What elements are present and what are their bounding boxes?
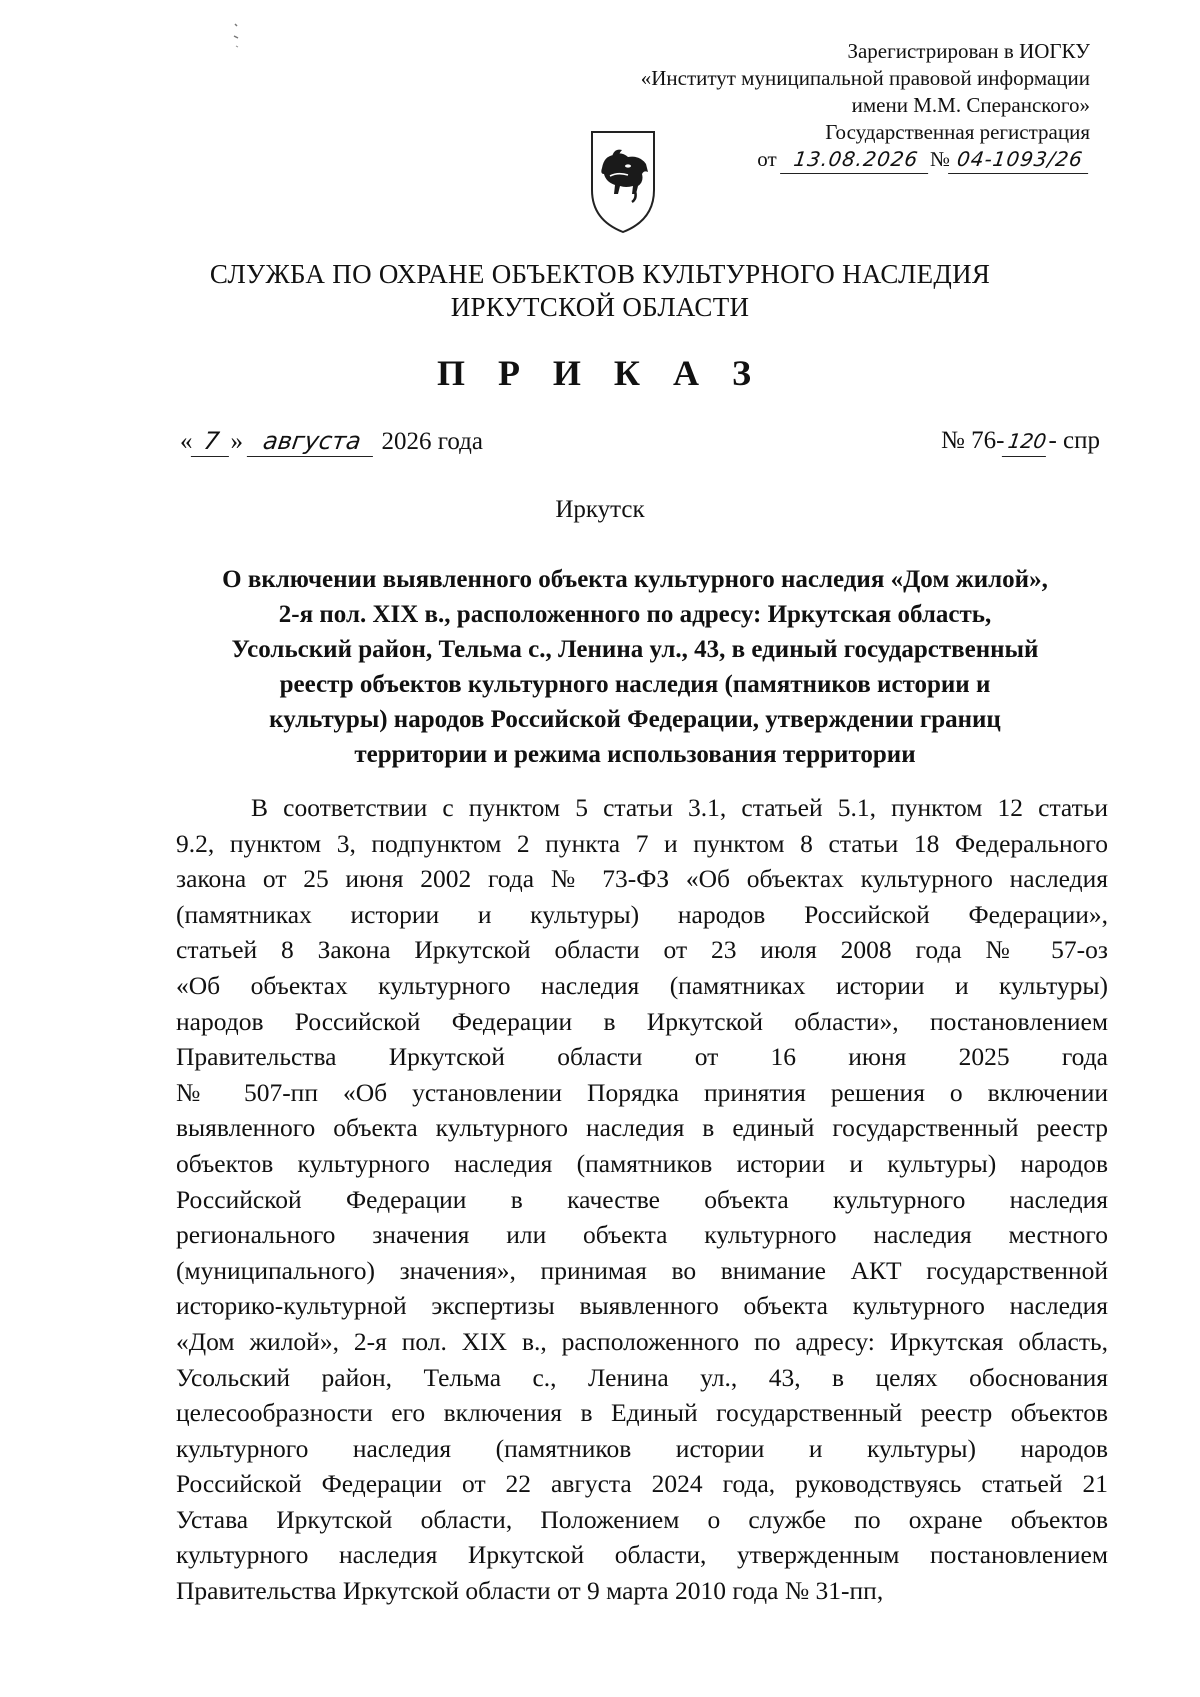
registration-number-handwritten: 04-1093/26	[948, 146, 1092, 174]
subject-line: культуры) народов Российской Федерации, утверждении границ	[269, 706, 1001, 733]
order-number-handwritten: 120	[1002, 426, 1050, 457]
order-number	[941, 426, 1100, 457]
body-line: В соответствии с пунктом 5 статьи 3.1, статьей 5.1, пунктом 12 статьи	[251, 793, 1108, 822]
registration-date-handwritten: 13.08.2026	[780, 146, 932, 174]
body-line: культурного наследия (памятников истории и культуры) народов	[176, 1433, 1108, 1463]
body-line: объектов культурного наследия (памятников истории и культуры) народов	[176, 1148, 1108, 1178]
order-year: 2026 года	[381, 428, 483, 455]
body-line: народов Российской Федерации в Иркутской области», постановлением	[176, 1006, 1108, 1036]
registration-from-label: от	[757, 147, 777, 171]
subject-line: 2-я пол. XIX в., расположенного по адресу: Иркутская область,	[278, 601, 992, 628]
body-line: (памятниках истории и культуры) народов Российской Федерации»,	[176, 899, 1108, 929]
order-date-quote-open: «	[180, 428, 193, 455]
order-number-prefix: № 76-	[941, 427, 1005, 454]
agency-name-line: ИРКУТСКОЙ ОБЛАСТИ	[450, 292, 750, 322]
order-date-quote-close: »	[230, 428, 243, 455]
body-line: закона от 25 июня 2002 года № 73-ФЗ «Об объектах культурного наследия	[176, 864, 1108, 894]
body-line: «Дом жилой», 2-я пол. XIX в., расположенного по адресу: Иркутская область,	[176, 1326, 1108, 1356]
agency-name	[0, 258, 1200, 324]
subject-line: реестр объектов культурного наследия (памятников истории и	[279, 671, 991, 698]
body-line: целесообразности его включения в Единый государственный реестр объектов	[176, 1398, 1108, 1428]
body-line: Правительства Иркутской области от 16 июня 2025 года	[176, 1042, 1108, 1072]
order-day-handwritten: 7	[190, 426, 232, 457]
body-line: Усольский район, Тельма с., Ленина ул., 43, в целях обоснования	[176, 1362, 1108, 1392]
order-subject	[170, 562, 1100, 772]
registration-line: имени М.М. Сперанского»	[851, 93, 1090, 117]
body-line: Устава Иркутской области, Положением о службе по охране объектов	[176, 1504, 1108, 1534]
irkutsk-coat-of-arms-icon	[588, 128, 658, 236]
body-line: историко-культурной экспертизы выявленного объекта культурного наследия	[176, 1291, 1108, 1321]
registration-no-label: №	[929, 147, 950, 171]
body-paragraph	[176, 790, 1108, 1609]
margin-mark-icon	[232, 20, 246, 50]
order-number-suffix: - спр	[1048, 427, 1100, 454]
registration-line: Зарегистрирован в ИОГКУ	[847, 39, 1090, 63]
subject-line: территории и режима использования территории	[354, 741, 916, 768]
registration-line: Государственная регистрация	[825, 120, 1090, 144]
body-line: культурного наследия Иркутской области, утвержденным постановлением	[176, 1540, 1108, 1570]
subject-line: Усольский район, Тельма с., Ленина ул., 43, в единый государственный	[231, 636, 1039, 663]
subject-line: О включении выявленного объекта культурного наследия «Дом жилой»,	[222, 566, 1048, 593]
city-name: Иркутск	[555, 496, 645, 523]
body-line: 9.2, пунктом 3, подпунктом 2 пункта 7 и пунктом 8 статьи 18 Федерального	[176, 828, 1108, 858]
body-line: выявленного объекта культурного наследия в единый государственный реестр	[176, 1113, 1108, 1143]
body-line: Российской Федерации в качестве объекта культурного наследия	[176, 1184, 1108, 1214]
body-line: регионального значения или объекта культурного наследия местного	[176, 1220, 1108, 1250]
document-title: П Р И К А З	[436, 353, 764, 393]
agency-name-line: СЛУЖБА ПО ОХРАНЕ ОБЪЕКТОВ КУЛЬТУРНОГО НАСЛЕДИЯ	[209, 259, 991, 289]
body-line: статьей 8 Закона Иркутской области от 23 июля 2008 года № 57-оз	[176, 935, 1108, 965]
order-month-handwritten: августа	[247, 426, 377, 457]
body-line: Российской Федерации от 22 августа 2024 года, руководствуясь статьей 21	[176, 1469, 1108, 1499]
order-date	[180, 426, 483, 457]
body-line: № 507-пп «Об установлении Порядка принятия решения о включении	[176, 1077, 1108, 1107]
registration-line: «Институт муниципальной правовой информации	[640, 66, 1090, 90]
body-line: «Об объектах культурного наследия (памятниках истории и культуры)	[176, 970, 1108, 1000]
body-line: Правительства Иркутской области от 9 марта 2010 года № 31-пп,	[176, 1576, 884, 1606]
body-line: (муниципального) значения», принимая во внимание АКТ государственной	[176, 1255, 1108, 1285]
